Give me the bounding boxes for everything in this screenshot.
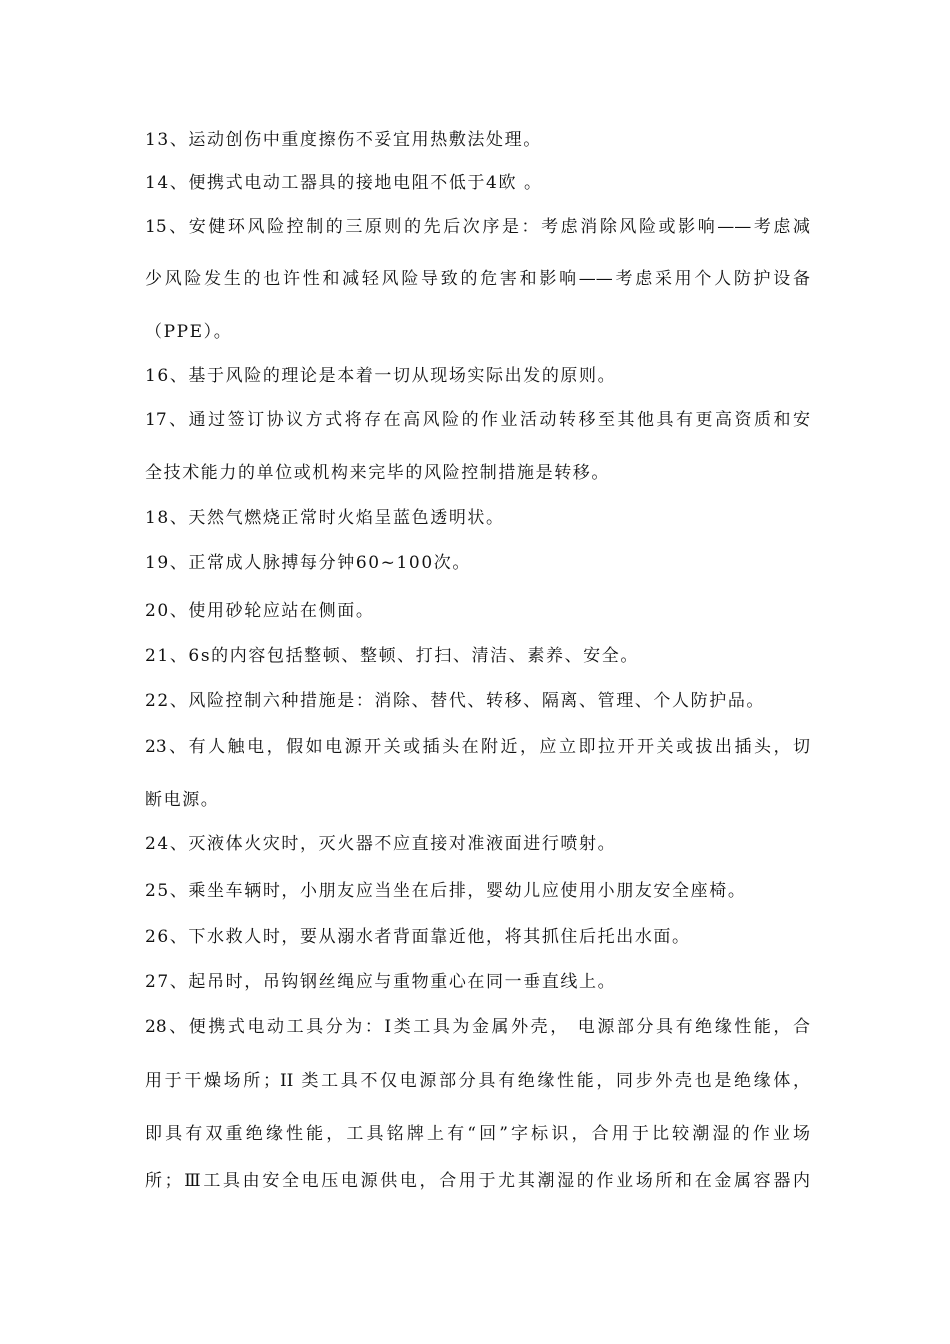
text-line-25: 25、乘坐车辆时，小朋友应当坐在后排，婴幼儿应使用小朋友安全座椅。 (145, 881, 747, 901)
text-line-17a: 17、通过签订协议方式将存在高风险的作业活动转移至其他具有更高资质和安 (145, 410, 810, 430)
text-line-21: 21、6s的内容包括整顿、整顿、打扫、清洁、素养、安全。 (145, 646, 639, 666)
text-line-27: 27、起吊时，吊钩钢丝绳应与重物重心在同一垂直线上。 (145, 972, 617, 992)
text-line-18: 18、天然气燃烧正常时火焰呈蓝色透明状。 (145, 508, 505, 528)
text-line-15a: 15、安健环风险控制的三原则的先后次序是：考虑消除风险或影响——考虑减 (145, 217, 810, 237)
text-line-20: 20、使用砂轮应站在侧面。 (145, 601, 375, 621)
text-line-23b: 断电源。 (145, 790, 220, 810)
text-line-28d: 所；Ⅲ工具由安全电压电源供电，合用于尤其潮湿的作业场所和在金属容器内 (145, 1171, 810, 1191)
text-line-15b: 少风险发生的也许性和减轻风险导致的危害和影响——考虑采用个人防护设备 (145, 269, 810, 289)
text-line-17b: 全技术能力的单位或机构来完毕的风险控制措施是转移。 (145, 463, 610, 483)
text-line-23a: 23、有人触电，假如电源开关或插头在附近，应立即拉开开关或拔出插头，切 (145, 737, 810, 757)
text-line-13: 13、运动创伤中重度擦伤不妥宜用热敷法处理。 (145, 130, 542, 150)
text-line-24: 24、灭液体火灾时，灭火器不应直接对准液面进行喷射。 (145, 834, 617, 854)
text-line-16: 16、基于风险的理论是本着一切从现场实际出发的原则。 (145, 366, 617, 386)
text-line-15c: （PPE）。 (145, 322, 233, 342)
text-line-28b: 用于干燥场所；II 类工具不仅电源部分具有绝缘性能，同步外壳也是绝缘体， (145, 1071, 810, 1091)
text-line-28a: 28、便携式电动工具分为：I类工具为金属外壳， 电源部分具有绝缘性能，合 (145, 1017, 810, 1037)
text-line-22: 22、风险控制六种措施是：消除、替代、转移、隔离、管理、个人防护品。 (145, 691, 766, 711)
text-line-28c: 即具有双重绝缘性能，工具铭牌上有“回”字标识，合用于比较潮湿的作业场 (145, 1124, 810, 1144)
text-line-26: 26、下水救人时，要从溺水者背面靠近他，将其抓住后托出水面。 (145, 927, 691, 947)
text-line-19: 19、正常成人脉搏每分钟60~100次。 (145, 553, 471, 573)
text-line-14: 14、便携式电动工器具的接地电阻不低于4欧 。 (145, 173, 543, 193)
